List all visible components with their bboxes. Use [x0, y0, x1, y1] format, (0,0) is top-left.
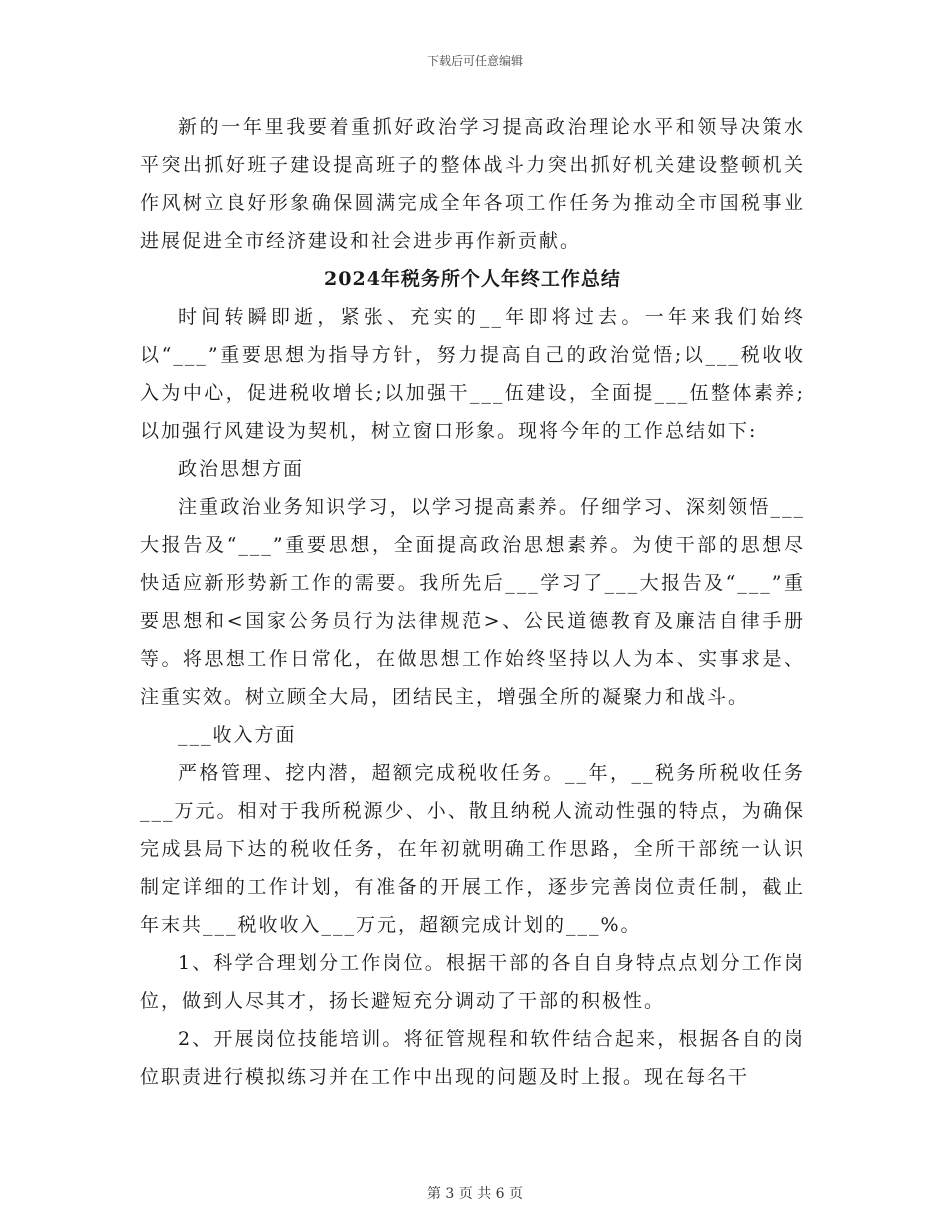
- page-number: 第 3 页 共 6 页: [426, 1186, 524, 1202]
- paragraph-intro: 新的一年里我要着重抓好政治学习提高政治理论水平和领导决策水平突出抓好班子建设提高班子的整体战斗力突出抓好机关建设整顿机关作风树立良好形象确保圆满完成全年各项工作任务为推动全市国税事业进展促进全市经济建设和社会进步再作新贡献。: [140, 116, 805, 252]
- heading-political-thought: 政治思想方面: [178, 458, 305, 480]
- paragraph-item-1: 1、科学合理划分工作岗位。根据干部的各自自身特点点划分工作岗位，做到人尽其才，扬长避短充分调动了干部的积极性。: [140, 952, 805, 1012]
- paragraph-item-2: 2、开展岗位技能培训。将征管规程和软件结合起来，根据各自的岗位职责进行模拟练习并在工作中出现的问题及时上报。现在每名干: [140, 1028, 805, 1088]
- section-title: 2024年税务所个人年终工作总结: [324, 268, 621, 290]
- paragraph-opening: 时间转瞬即逝，紧张、充实的__年即将过去。一年来我们始终以“___”重要思想为指导方针，努力提高自己的政治觉悟;以___税收收入为中心，促进税收增长;以加强干___伍建设，全面提___伍整体素养;以加强行风建设为契机，树立窗口形象。现将今年的工作总结如下:: [140, 306, 805, 442]
- heading-revenue: ___收入方面: [178, 724, 297, 746]
- document-body: [140, 108, 805, 1096]
- header-note: 下载后可任意编辑: [426, 54, 523, 68]
- paragraph-revenue: 严格管理、挖内潜，超额完成税收任务。__年，__税务所税收任务___万元。相对于我所税源少、小、散且纳税人流动性强的特点，为确保完成县局下达的税收任务，在年初就明确工作思路，全所干部统一认识制定详细的工作计划，有准备的开展工作，逐步完善岗位责任制，截止年末共___税收收入___万元，超额完成计划的___%。: [140, 762, 805, 936]
- paragraph-political-study: 注重政治业务知识学习，以学习提高素养。仔细学习、深刻领悟___大报告及“___”重要思想，全面提高政治思想素养。为使干部的思想尽快适应新形势新工作的需要。我所先后___学习了___大报告及“___”重要思想和<国家公务员行为法律规范>、公民道德教育及廉洁自律手册等。将思想工作日常化，在做思想工作始终坚持以人为本、实事求是、注重实效。树立顾全大局，团结民主，增强全所的凝聚力和战斗。: [140, 496, 805, 708]
